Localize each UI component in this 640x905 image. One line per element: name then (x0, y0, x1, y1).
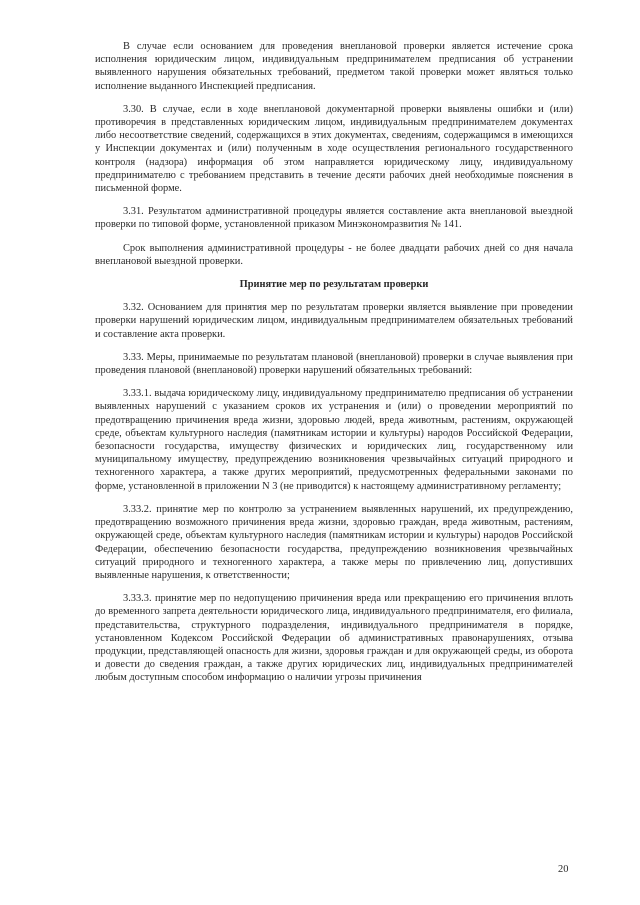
paragraph-3-33: 3.33. Меры, принимаемые по результатам плановой (внеплановой) проверки в случае выявления при проведения плановой (внеплановой) проверки нарушений обязательных требований: (95, 351, 573, 377)
paragraph-3-33-3: 3.33.3. принятие мер по недопущению причинения вреда или прекращению его причинения вплоть до временного запрета деятельности юридического лица, индивидуального предпринимателя, его филиала, представительства, структурного подразделения, индивидуального предпринимателя в порядке, установленном Кодексом Российской Федерации об административных правонарушениях, отзыва продукции, представляющей опасность для жизни, здоровья граждан и для окружающей среды, из оборота и довести до сведения граждан, а также других юридических лиц, индивидуальных предпринимателей любым доступным способом информацию о наличии угрозы причинения (95, 593, 573, 684)
paragraph-expiry-basis: В случае если основанием для проведения внеплановой проверки является истечение срока исполнения юридическим лицом, индивидуальным предпринимателем предписания об устранении выявленного нарушения обязательных требований, предметом такой проверки может являться только исполнение выданного Инспекцией предписания. (95, 41, 573, 92)
document-page (95, 40, 573, 695)
paragraph-3-32: 3.32. Основанием для принятия мер по результатам проверки является выявление при проведении проверки нарушений юридическим лицом, индивидуальным предпринимателем обязательных требований и составление акта проверки. (95, 302, 573, 340)
paragraph-deadline: Срок выполнения административной процедуры - не более двадцати рабочих дней со дня начала внеплановой выездной проверки. (95, 242, 573, 267)
paragraph-3-30: 3.30. В случае, если в ходе внеплановой документарной проверки выявлены ошибки и (или) противоречия в представленных юридическим лицом, индивидуальным предпринимателем документах либо несоответствие сведений, содержащихся в этих документах, сведениям, содержащимся в имеющихся у Инспекции документах и (или) полученным в ходе осуществления регионального государственного контроля (надзора) информация об этом направляется юридическому лицу, индивидуальному предпринимателю с требованием представить в течение десяти рабочих дней необходимые пояснения в письменной форме. (95, 103, 573, 195)
paragraph-3-31: 3.31. Результатом административной процедуры является составление акта внеплановой выездной проверки по типовой форме, установленной приказом Минэкономразвития № 141. (95, 206, 573, 231)
paragraph-3-33-1: 3.33.1. выдача юридическому лицу, индивидуальному предпринимателю предписания об устранении выявленных нарушений с указанием сроков их устранения и (или) о проведении мероприятий по предотвращению причинения вреда жизни, здоровью людей, вреда животным, растениям, окружающей среде, объектам культурного наследия (памятникам истории и культуры) народов Российской Федерации, безопасности государства, имуществу физических и юридических лиц, государственному или муниципальному имуществу, предупреждению возникновения чрезвычайных ситуаций природного и техногенного характера, а также других мероприятий, предусмотренных федеральными законами по форме, установленной в приложении N 3 (не приводится) к настоящему административному регламенту; (95, 388, 573, 492)
page-number: 20 (558, 864, 569, 875)
paragraph-3-33-2: 3.33.2. принятие мер по контролю за устранением выявленных нарушений, их предупреждению, предотвращению возможного причинения вреда жизни, здоровью граждан, вреда животным, растениям, окружающей среде, объектам культурного наследия (памятникам истории и культуры) народов Российской Федерации, обеспечению безопасности государства, предупреждению возникновения чрезвычайных ситуаций природного и техногенного характера, а также меры по привлечению лиц, допустивших выявленные нарушения, к ответственности; (95, 503, 573, 581)
section-heading: Принятие мер по результатам проверки (239, 279, 429, 291)
